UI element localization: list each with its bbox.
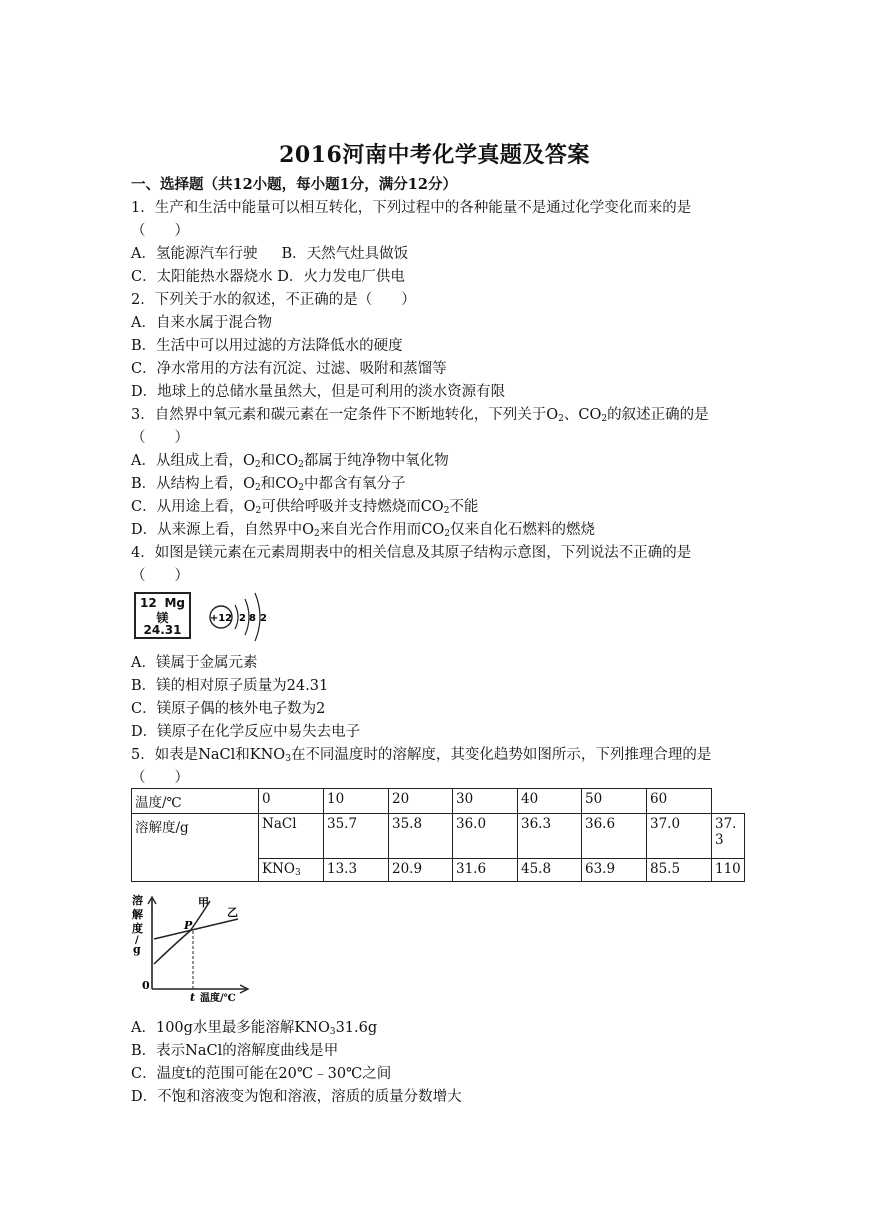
table-cell: 50 bbox=[582, 789, 647, 814]
t-label: t bbox=[190, 991, 196, 1004]
q5-blank: （ ） bbox=[131, 770, 189, 786]
q2-stem: 2．下列关于水的叙述，不正确的是（ ） bbox=[131, 292, 416, 308]
solubility-table bbox=[131, 788, 745, 882]
electron-shell-arc bbox=[235, 605, 238, 629]
table-cell: 36.3 bbox=[518, 814, 582, 859]
q4-option-c: C．镁原子偶的核外电子数为2 bbox=[131, 701, 326, 717]
q2-option-c: C．净水常用的方法有沉淀、过滤、吸附和蒸馏等 bbox=[131, 361, 447, 377]
q2-option-b: B．生活中可以用过滤的方法降低水的硬度 bbox=[131, 338, 403, 354]
atomic-number: 12 bbox=[140, 596, 157, 610]
q4-option-a: A．镁属于金属元素 bbox=[131, 655, 258, 671]
table-row bbox=[132, 814, 745, 859]
table-cell: 31.6 bbox=[453, 859, 518, 882]
shell-electron-count: 2 bbox=[260, 613, 267, 624]
y-axis-label-char: / bbox=[135, 935, 139, 946]
q4-stem: 4．如图是镁元素在元素周期表中的相关信息及其原子结构示意图，下列说法不正确的是 bbox=[131, 545, 692, 561]
q4-option-b: B．镁的相对原子质量为24.31 bbox=[131, 678, 329, 694]
q3-option-c: C．从用途上看，$O_2$可供给呼吸并支持燃烧而$CO_2$不能 bbox=[131, 499, 479, 516]
table-cell: 45.8 bbox=[518, 859, 582, 882]
q5-option-c: C．温度t的范围可能在20℃﹣30℃之间 bbox=[131, 1066, 392, 1082]
nucleus-charge: +12 bbox=[209, 613, 233, 624]
x-axis-label: 温度/℃ bbox=[200, 993, 236, 1004]
table-cell-empty bbox=[712, 789, 745, 814]
shell-electron-count: 2 bbox=[239, 613, 246, 624]
table-cell: 60 bbox=[647, 789, 712, 814]
table-cell: 0 bbox=[259, 789, 324, 814]
solubility-curve-graph bbox=[128, 893, 253, 1005]
q3-blank: （ ） bbox=[131, 430, 189, 446]
q3-option-b: B．从结构上看，$O_2$和$CO_2$中都含有氧分子 bbox=[131, 476, 406, 493]
table-cell: 35.8 bbox=[389, 814, 453, 859]
table-cell: 36.0 bbox=[453, 814, 518, 859]
shell-electron-count: 8 bbox=[249, 613, 256, 624]
element-symbol: Mg bbox=[164, 596, 185, 610]
table-cell: NaCl bbox=[259, 814, 324, 859]
y-axis-label-char: 度 bbox=[132, 922, 143, 935]
q1-option-a: A．氢能源汽车行驶 bbox=[131, 246, 258, 262]
table-cell: 36.6 bbox=[582, 814, 647, 859]
q2-option-d: D．地球上的总储水量虽然大，但是可利用的淡水资源有限 bbox=[131, 384, 506, 400]
q4-blank: （ ） bbox=[131, 568, 189, 584]
table-cell: 63.9 bbox=[582, 859, 647, 882]
table-cell: 20.9 bbox=[389, 859, 453, 882]
table-cell: 30 bbox=[453, 789, 518, 814]
curve-jia-label: 甲 bbox=[198, 896, 209, 909]
q1-stem: 1．生产和生活中能量可以相互转化，下列过程中的各种能量不是通过化学变化而来的是 bbox=[131, 200, 692, 216]
intersection-point-label: P bbox=[184, 919, 193, 932]
q1-blank: （ ） bbox=[131, 223, 189, 239]
table-cell: $KNO_3$ bbox=[259, 859, 324, 882]
q1-option-b: B．天然气灶具做饭 bbox=[281, 246, 409, 262]
table-row bbox=[132, 789, 745, 814]
table-cell: 110 bbox=[712, 859, 745, 882]
q4-option-d: D．镁原子在化学反应中易失去电子 bbox=[131, 724, 361, 740]
q3-stem: 3．自然界中氧元素和碳元素在一定条件下不断地转化，下列关于$O_2$、$CO_2$的叙述正确的是 bbox=[131, 407, 709, 424]
table-cell: 37.3 bbox=[712, 814, 745, 859]
table-cell: 溶解度/g bbox=[132, 814, 259, 882]
q5-option-a: A．100g水里最多能溶解$KNO_331.6g$ bbox=[131, 1020, 378, 1037]
table-cell: 40 bbox=[518, 789, 582, 814]
q3-option-a: A．从组成上看，$O_2$和$CO_2$都属于纯净物中氧化物 bbox=[131, 453, 449, 470]
atom-structure-diagram bbox=[205, 588, 275, 644]
table-cell: 37.0 bbox=[647, 814, 712, 859]
page-title: 2016河南中考化学真题及答案 bbox=[279, 142, 590, 168]
q5-option-d: D．不饱和溶液变为饱和溶液，溶质的质量分数增大 bbox=[131, 1089, 462, 1105]
table-cell: 20 bbox=[389, 789, 453, 814]
q5-stem: 5．如表是NaCl和$KNO_3$在不同温度时的溶解度，其变化趋势如图所示，下列推理合理的是 bbox=[131, 747, 712, 764]
table-cell: 10 bbox=[324, 789, 389, 814]
q1-option-c: C．太阳能热水器烧水 bbox=[131, 269, 273, 285]
periodic-table-cell-figure bbox=[134, 592, 191, 639]
q1-options-row1 bbox=[131, 245, 408, 263]
q1-option-d: D．火力发电厂供电 bbox=[277, 269, 405, 285]
atomic-mass: 24.31 bbox=[143, 623, 182, 637]
q1-options-row2 bbox=[131, 268, 405, 286]
table-cell: 35.7 bbox=[324, 814, 389, 859]
curve-yi-label: 乙 bbox=[227, 906, 238, 919]
table-cell: 13.3 bbox=[324, 859, 389, 882]
section-header: 一、选择题（共12小题，每小题1分，满分12分） bbox=[131, 176, 457, 193]
y-axis-label-char: 解 bbox=[132, 908, 143, 921]
q3-option-d: D．从来源上看，自然界中$O_2$来自光合作用而$CO_2$仅来自化石燃料的燃烧 bbox=[131, 522, 595, 539]
q2-option-a: A．自来水属于混合物 bbox=[131, 315, 272, 331]
y-axis-label-char: 溶 bbox=[132, 894, 143, 907]
y-axis-label-char: g bbox=[133, 943, 141, 956]
q5-option-b: B．表示NaCl的溶解度曲线是甲 bbox=[131, 1043, 339, 1059]
element-name: 镁 bbox=[156, 611, 169, 625]
table-cell: 温度/℃ bbox=[132, 789, 259, 814]
origin-label: 0 bbox=[142, 979, 150, 992]
table-cell: 85.5 bbox=[647, 859, 712, 882]
